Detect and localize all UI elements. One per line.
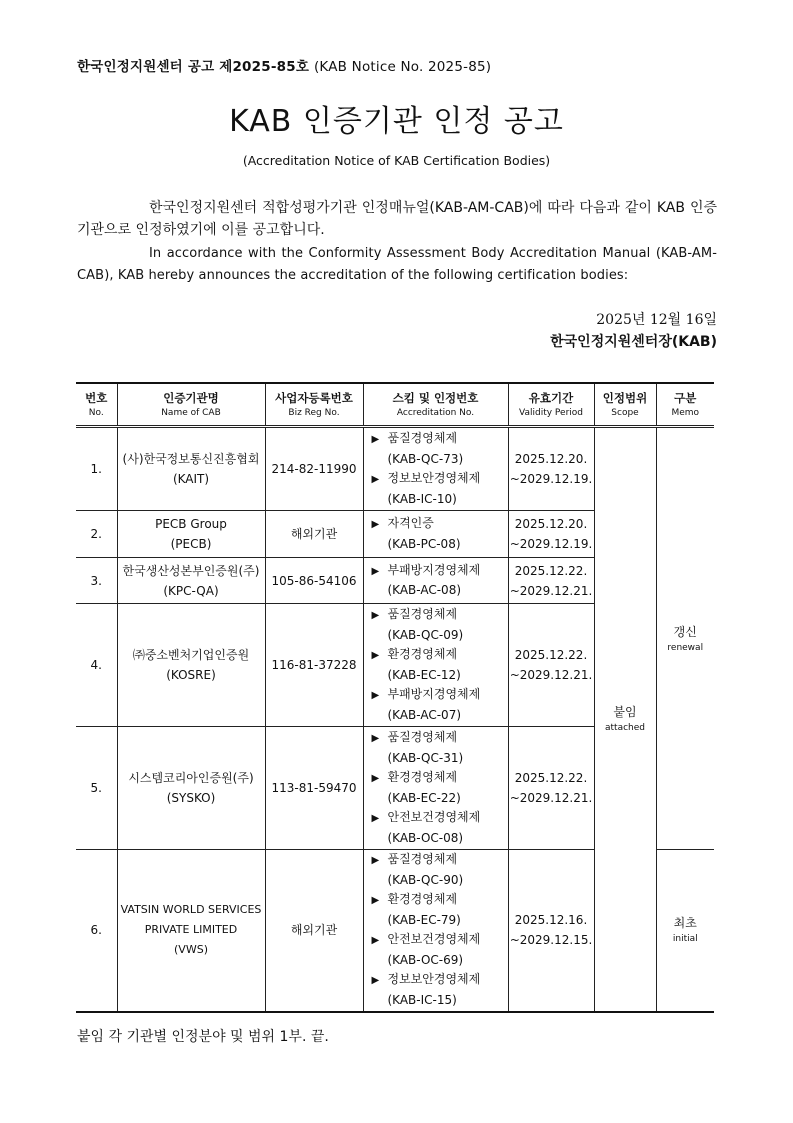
scheme-cell	[363, 604, 508, 727]
header-scope	[594, 383, 656, 427]
cab-name-line: (KAIT)	[172, 472, 210, 486]
header-memo	[656, 383, 714, 427]
validity-start: 2025.12.22.	[514, 771, 588, 785]
triangle-bullet-icon: ▶	[371, 773, 380, 784]
biz-reg-no: 113-81-59470	[265, 727, 363, 850]
scheme-item	[372, 970, 508, 1010]
biz-reg-no: 해외기관	[265, 511, 363, 558]
cab-name-line: ㈜중소벤처기업인증원	[132, 648, 250, 662]
notice-number-en: (KAB Notice No. 2025-85)	[313, 59, 492, 75]
row-number: 1.	[76, 427, 117, 511]
scheme-item	[372, 469, 508, 509]
scheme-cell	[363, 558, 508, 604]
scheme-cell	[363, 427, 508, 511]
scheme-name: 품질경영체제	[387, 852, 458, 867]
intro-paragraph-en	[77, 243, 717, 287]
validity-end: ~2029.12.21.	[509, 791, 593, 805]
triangle-bullet-icon: ▶	[371, 474, 380, 485]
cab-name-line: 시스템코리아인증원(주)	[128, 771, 254, 785]
scheme-code: (KAB-IC-10)	[387, 491, 457, 506]
scheme-name: 부패방지경영체제	[387, 687, 481, 701]
header-scope-en: Scope	[611, 407, 639, 418]
header-validity-en: Validity Period	[519, 407, 583, 418]
cab-name	[117, 427, 265, 511]
cab-table	[76, 382, 714, 1013]
header-cab-name-en: Name of CAB	[161, 407, 221, 418]
cab-name-line: (SYSKO)	[166, 791, 216, 805]
scheme-code: (KAB-PC-08)	[387, 536, 461, 551]
scheme-cell	[363, 511, 508, 558]
scheme-item	[372, 605, 508, 645]
row-number: 2.	[76, 511, 117, 558]
biz-reg-no: 해외기관	[265, 850, 363, 1012]
scheme-name: 정보보안경영체제	[387, 471, 481, 485]
scheme-list	[364, 429, 508, 509]
header-scope-ko: 인정범위	[602, 390, 648, 405]
scope-ko: 붙임	[613, 705, 637, 720]
scheme-name: 자격인증	[387, 516, 434, 530]
scheme-code: (KAB-QC-09)	[387, 627, 464, 642]
validity-period	[508, 727, 594, 850]
scheme-item	[372, 685, 508, 725]
page-title: KAB 인증기관 인정 공고	[229, 104, 564, 139]
validity-period	[508, 511, 594, 558]
memo-initial-en: initial	[672, 934, 698, 945]
scheme-name: 품질경영체제	[387, 607, 458, 621]
cab-name-line: (KOSRE)	[166, 668, 216, 682]
scheme-item	[372, 728, 508, 768]
scheme-code: (KAB-EC-22)	[387, 790, 461, 805]
cab-name-line: VATSIN WORLD SERVICES	[120, 903, 262, 917]
header-scheme-ko: 스킴 및 인정번호	[392, 390, 479, 405]
row-number: 3.	[76, 558, 117, 604]
scheme-item	[372, 890, 508, 930]
row-number: 5.	[76, 727, 117, 850]
memo-renewal-en: renewal	[667, 642, 704, 653]
scheme-name: 환경경영체제	[387, 770, 458, 784]
header-validity-ko: 유효기간	[528, 390, 574, 405]
notice-number	[77, 55, 491, 75]
triangle-bullet-icon: ▶	[371, 519, 380, 530]
row-number: 6.	[76, 850, 117, 1012]
intro-paragraph-ko-text: 한국인정지원센터 적합성평가기관 인정매뉴얼(KAB-AM-CAB)에 따라 다음과 같이 KAB 인증기관으로 인정하였기에 이를 공고합니다.	[77, 200, 717, 238]
scheme-item	[372, 930, 508, 970]
header-biz-reg-ko: 사업자등록번호	[275, 390, 353, 405]
biz-reg-no: 214-82-11990	[265, 427, 363, 511]
memo-renewal-ko: 갱신	[673, 624, 697, 639]
cab-name-line: (KPC-QA)	[163, 583, 219, 598]
cab-name-line: 한국생산성본부인증원(주)	[122, 563, 260, 578]
validity-end: ~2029.12.21.	[509, 583, 593, 598]
triangle-bullet-icon: ▶	[371, 935, 380, 947]
scheme-code: (KAB-QC-31)	[387, 750, 464, 765]
biz-reg-no: 105-86-54106	[265, 558, 363, 604]
scheme-list	[364, 561, 508, 601]
scheme-name: 안전보건경영체제	[387, 932, 481, 947]
page-subtitle: (Accreditation Notice of KAB Certification Bodies)	[242, 153, 551, 168]
table-row	[76, 427, 714, 511]
validity-period	[508, 427, 594, 511]
cab-name-line: PRIVATE LIMITED	[144, 923, 238, 937]
cab-name	[117, 511, 265, 558]
triangle-bullet-icon: ▶	[371, 895, 380, 907]
table-header-row	[76, 383, 714, 427]
validity-start: 2025.12.20.	[514, 452, 588, 466]
cab-name-line: PECB Group	[155, 517, 227, 531]
validity-start: 2025.12.22.	[514, 563, 588, 578]
validity-start: 2025.12.20.	[514, 517, 588, 531]
issuer-name: 한국인정지원센터장(KAB)	[550, 334, 717, 350]
header-no-ko: 번호	[85, 390, 108, 405]
triangle-bullet-icon: ▶	[371, 733, 380, 744]
triangle-bullet-icon: ▶	[371, 855, 380, 867]
header-no	[76, 383, 117, 427]
cab-name	[117, 604, 265, 727]
intro-paragraph-ko	[77, 197, 717, 241]
notice-date: 2025년 12월 16일	[596, 312, 717, 328]
biz-reg-no: 116-81-37228	[265, 604, 363, 727]
scheme-name: 환경경영체제	[387, 892, 458, 907]
scheme-item	[372, 514, 508, 554]
memo-initial	[656, 850, 714, 1012]
scheme-code: (KAB-IC-15)	[387, 992, 457, 1007]
row-number: 4.	[76, 604, 117, 727]
scheme-name: 부패방지경영체제	[387, 562, 481, 577]
validity-period	[508, 850, 594, 1012]
header-cab-name-ko: 인증기관명	[163, 390, 219, 405]
validity-end: ~2029.12.19.	[509, 472, 593, 486]
scheme-name: 정보보안경영체제	[387, 972, 481, 987]
scheme-item	[372, 850, 508, 890]
header-biz-reg	[265, 383, 363, 427]
validity-end: ~2029.12.15.	[509, 933, 593, 948]
attachment-note: 붙임 각 기관별 인정분야 및 범위 1부. 끝.	[77, 1029, 329, 1045]
cab-name	[117, 558, 265, 604]
header-validity	[508, 383, 594, 427]
validity-start: 2025.12.22.	[514, 648, 588, 662]
scheme-list	[364, 514, 508, 554]
validity-period	[508, 558, 594, 604]
scheme-item	[372, 429, 508, 469]
validity-period	[508, 604, 594, 727]
triangle-bullet-icon: ▶	[371, 975, 380, 987]
memo-initial-ko: 최초	[673, 916, 697, 931]
cab-name	[117, 850, 265, 1012]
scheme-code: (KAB-QC-73)	[387, 451, 464, 466]
header-biz-reg-en: Biz Reg No.	[288, 407, 340, 418]
scheme-list	[364, 850, 508, 1010]
triangle-bullet-icon: ▶	[371, 690, 380, 701]
scheme-list	[364, 728, 508, 848]
header-memo-ko: 구분	[674, 390, 697, 405]
header-scheme-en: Accreditation No.	[396, 407, 475, 418]
scheme-name: 품질경영체제	[387, 730, 458, 744]
triangle-bullet-icon: ▶	[371, 650, 380, 661]
scheme-cell	[363, 727, 508, 850]
memo-renewal	[656, 427, 714, 850]
header-memo-en: Memo	[671, 407, 700, 418]
scheme-code: (KAB-OC-08)	[387, 830, 464, 845]
triangle-bullet-icon: ▶	[371, 565, 380, 577]
scheme-code: (KAB-AC-07)	[387, 707, 462, 722]
scheme-item	[372, 561, 508, 601]
header-cab-name	[117, 383, 265, 427]
header-no-en: No.	[88, 407, 104, 418]
scheme-code: (KAB-AC-08)	[387, 583, 462, 597]
scheme-cell	[363, 850, 508, 1012]
header-scheme	[363, 383, 508, 427]
scheme-name: 품질경영체제	[387, 431, 458, 445]
scheme-code: (KAB-EC-79)	[387, 912, 461, 927]
cab-name	[117, 727, 265, 850]
notice-number-ko: 한국인정지원센터 공고 제2025-85호	[77, 59, 310, 75]
intro-paragraph-en-text: In accordance with the Conformity Assessment Body Accreditation Manual (KAB-AM-CAB), KAB hereby announces the accreditation of the following certification bodies:	[77, 246, 717, 283]
validity-end: ~2029.12.21.	[509, 668, 593, 682]
validity-end: ~2029.12.19.	[509, 537, 593, 551]
cab-name-line: (사)한국정보통신진흥협회	[122, 452, 260, 466]
scheme-list	[364, 605, 508, 725]
triangle-bullet-icon: ▶	[371, 610, 380, 621]
scheme-name: 환경경영체제	[387, 647, 458, 661]
triangle-bullet-icon: ▶	[371, 813, 380, 824]
validity-start: 2025.12.16.	[514, 913, 588, 928]
scheme-name: 안전보건경영체제	[387, 810, 481, 824]
scheme-item	[372, 808, 508, 848]
scheme-item	[372, 645, 508, 685]
scheme-code: (KAB-QC-90)	[387, 872, 464, 887]
scheme-code: (KAB-EC-12)	[387, 667, 461, 682]
scope-cell	[594, 427, 656, 1012]
scope-en: attached	[605, 723, 645, 734]
cab-name-line: (VWS)	[174, 943, 208, 957]
triangle-bullet-icon: ▶	[371, 434, 380, 445]
scheme-item	[372, 768, 508, 808]
cab-name-line: (PECB)	[170, 537, 212, 551]
scheme-code: (KAB-OC-69)	[387, 952, 464, 967]
